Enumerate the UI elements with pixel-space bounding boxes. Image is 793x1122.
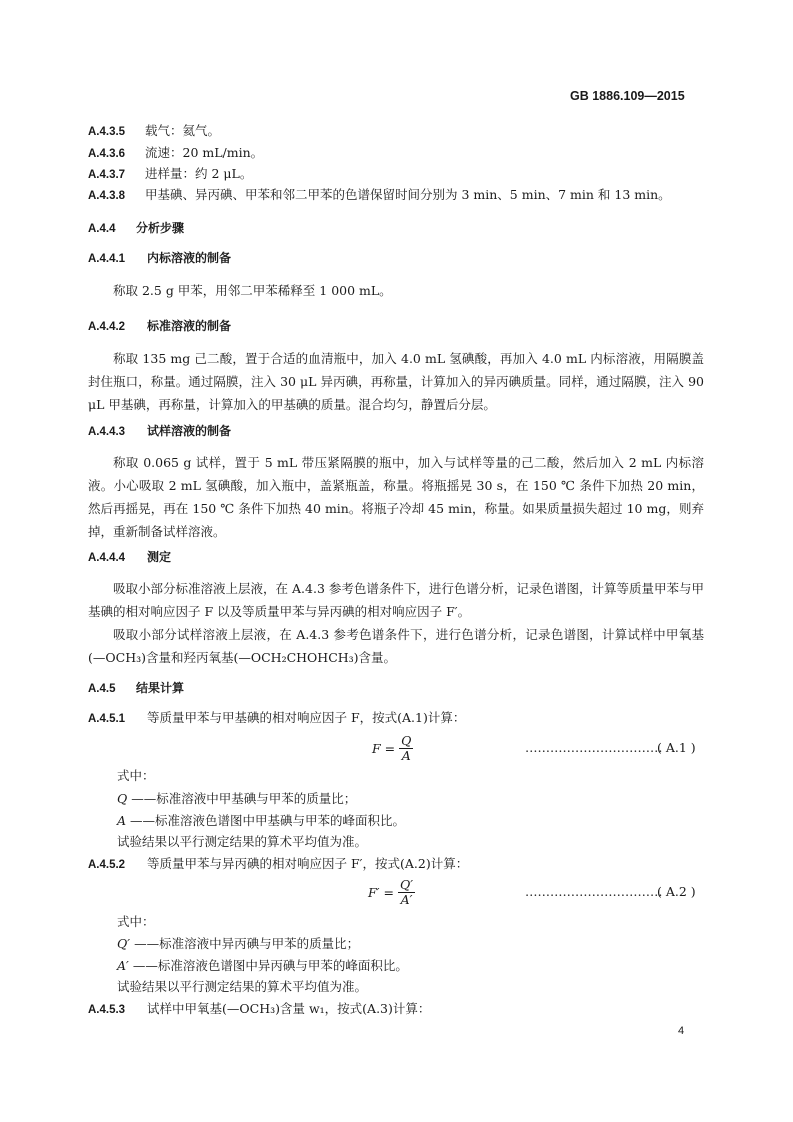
paragraph-standard-solution: 称取 135 mg 己二酸，置于合适的血清瓶中，加入 4.0 mL 氢碘酸，再加入 4.0 mL 内标溶液，用隔膜盖封住瓶口，称量。通过隔膜，注入 30 μL 异丙碘，再称量，计算加入的异丙碘质量。同样，通过隔膜，注入 90 μL 甲基碘，再称量，计算加入的甲基碘的质量。混合均匀，静置后分层。 [88,351,704,412]
where-item [117,813,405,829]
standard-code-header: GB 1886.109—2015 [570,89,685,103]
fraction-denominator: A [401,748,411,763]
where-symbol: A′ [117,958,129,973]
paragraph-measure-standard: 吸取小部分标准溶液上层液，在 A.4.3 参考色谱条件下，进行色谱分析，记录色谱图，计算等质量甲苯与甲基碘的相对响应因子 F 以及等质量甲苯与异丙碘的相对响应因子 F′。 [88,581,704,619]
paragraph-internal-standard: 称取 2.5 g 甲苯，用邻二甲苯稀释至 1 000 mL。 [113,283,392,298]
section-a4-4-4 [88,549,171,566]
section-title: 标准溶液的制备 [147,319,232,333]
formula-a2 [368,878,415,907]
where-symbol: A [117,813,127,828]
formula-fraction [398,878,415,907]
where-item [117,791,356,807]
formula-a2-label: ( A.2 ) [657,884,696,899]
clause-number: A.4.5.3 [88,1004,126,1016]
formula-fraction [399,734,413,763]
clause-number: A.4.5.2 [88,859,126,871]
clause-text: 甲基碘、异丙碘、甲苯和邻二甲苯的色谱保留时间分别为 3 min、5 min、7 min 和 13 min。 [145,187,671,202]
formula-a2-dots: …………………………… [525,884,663,899]
fraction-numerator: Q [401,733,412,748]
clause-text: 流速：20 mL/min。 [145,145,264,160]
section-a4-4 [88,220,184,237]
section-title: 试样溶液的制备 [147,424,232,438]
clause-a4-3-6 [88,145,263,162]
clause-a4-5-1 [88,710,465,727]
formula-lhs: F = [372,741,396,756]
page-number: 4 [678,1025,685,1037]
clause-a4-3-8 [88,187,671,204]
where-description: ——标准溶液中甲基碘与甲苯的质量比； [131,791,357,806]
where-intro: 式中： [117,768,155,783]
section-number: A.4.4 [88,223,116,235]
clause-a4-3-5 [88,123,220,140]
section-a4-5 [88,680,184,697]
clause-text: 等质量甲苯与异丙碘的相对响应因子 F′，按式(A.2)计算： [147,856,469,871]
formula-lhs: F′ = [368,885,394,900]
fraction-numerator: Q′ [399,877,414,892]
clause-text: 试样中甲氧基(—OCH₃)含量 w₁，按式(A.3)计算： [147,1001,431,1016]
section-a4-4-1 [88,250,231,267]
where-description: ——标准溶液中异丙碘与甲苯的质量比； [134,936,360,951]
section-number: A.4.4.3 [88,426,126,438]
where-description: ——标准溶液色谱图中异丙碘与甲苯的峰面积比。 [132,958,408,973]
section-a4-4-2 [88,318,231,335]
paragraph-sample-solution: 称取 0.065 g 试样，置于 5 mL 带压紧隔膜的瓶中，加入与试样等量的己二酸，然后加入 2 mL 内标溶液。小心吸取 2 mL 氢碘酸，加入瓶中，盖紧瓶盖，称量。将瓶摇晃 30 s，在 150 ℃ 条件下加热 20 min，然后再摇晃，再在 150 ℃ 条件下加热 40 min。将瓶子冷却 45 min，称量。如果质量损失超过 10 mg，则弃掉，重新制备试样溶液。 [88,455,704,539]
section-a4-4-3 [88,423,231,440]
formula-a1-label: ( A.1 ) [657,740,696,755]
section-number: A.4.4.2 [88,321,126,333]
where-intro: 式中： [117,914,155,929]
section-title: 分析步骤 [136,221,185,235]
clause-number: A.4.5.1 [88,713,126,725]
section-number: A.4.4.4 [88,552,126,564]
where-symbol: Q [117,791,128,806]
section-number: A.4.5 [88,683,116,695]
clause-a4-5-3 [88,1001,430,1018]
where-note: 试验结果以平行测定结果的算术平均值为准。 [117,834,368,849]
clause-text: 进样量：约 2 μL。 [145,166,253,181]
section-title: 结果计算 [136,681,185,695]
formula-a1-dots: …………………………… [525,740,663,755]
section-title: 内标溶液的制备 [147,251,232,265]
formula-a1 [372,734,413,763]
where-note: 试验结果以平行测定结果的算术平均值为准。 [117,979,368,994]
section-title: 测定 [147,550,172,564]
clause-number: A.4.3.8 [88,190,126,202]
clause-a4-5-2 [88,856,468,873]
clause-text: 等质量甲苯与甲基碘的相对响应因子 F，按式(A.1)计算： [147,710,466,725]
where-item [117,958,408,974]
paragraph-measure-sample: 吸取小部分试样溶液上层液，在 A.4.3 参考色谱条件下，进行色谱分析，记录色谱图，计算试样中甲氧基(—OCH₃)含量和羟丙氧基(—OCH₂CHOHCH₃)含量。 [88,627,704,665]
where-symbol: Q′ [117,936,131,951]
fraction-denominator: A′ [400,892,413,907]
where-item [117,936,359,952]
where-description: ——标准溶液色谱图中甲基碘与甲苯的峰面积比。 [130,813,406,828]
clause-number: A.4.3.6 [88,148,126,160]
section-number: A.4.4.1 [88,253,126,265]
clause-text: 载气：氦气。 [145,123,221,138]
clause-a4-3-7 [88,166,252,183]
clause-number: A.4.3.7 [88,169,126,181]
clause-number: A.4.3.5 [88,126,126,138]
